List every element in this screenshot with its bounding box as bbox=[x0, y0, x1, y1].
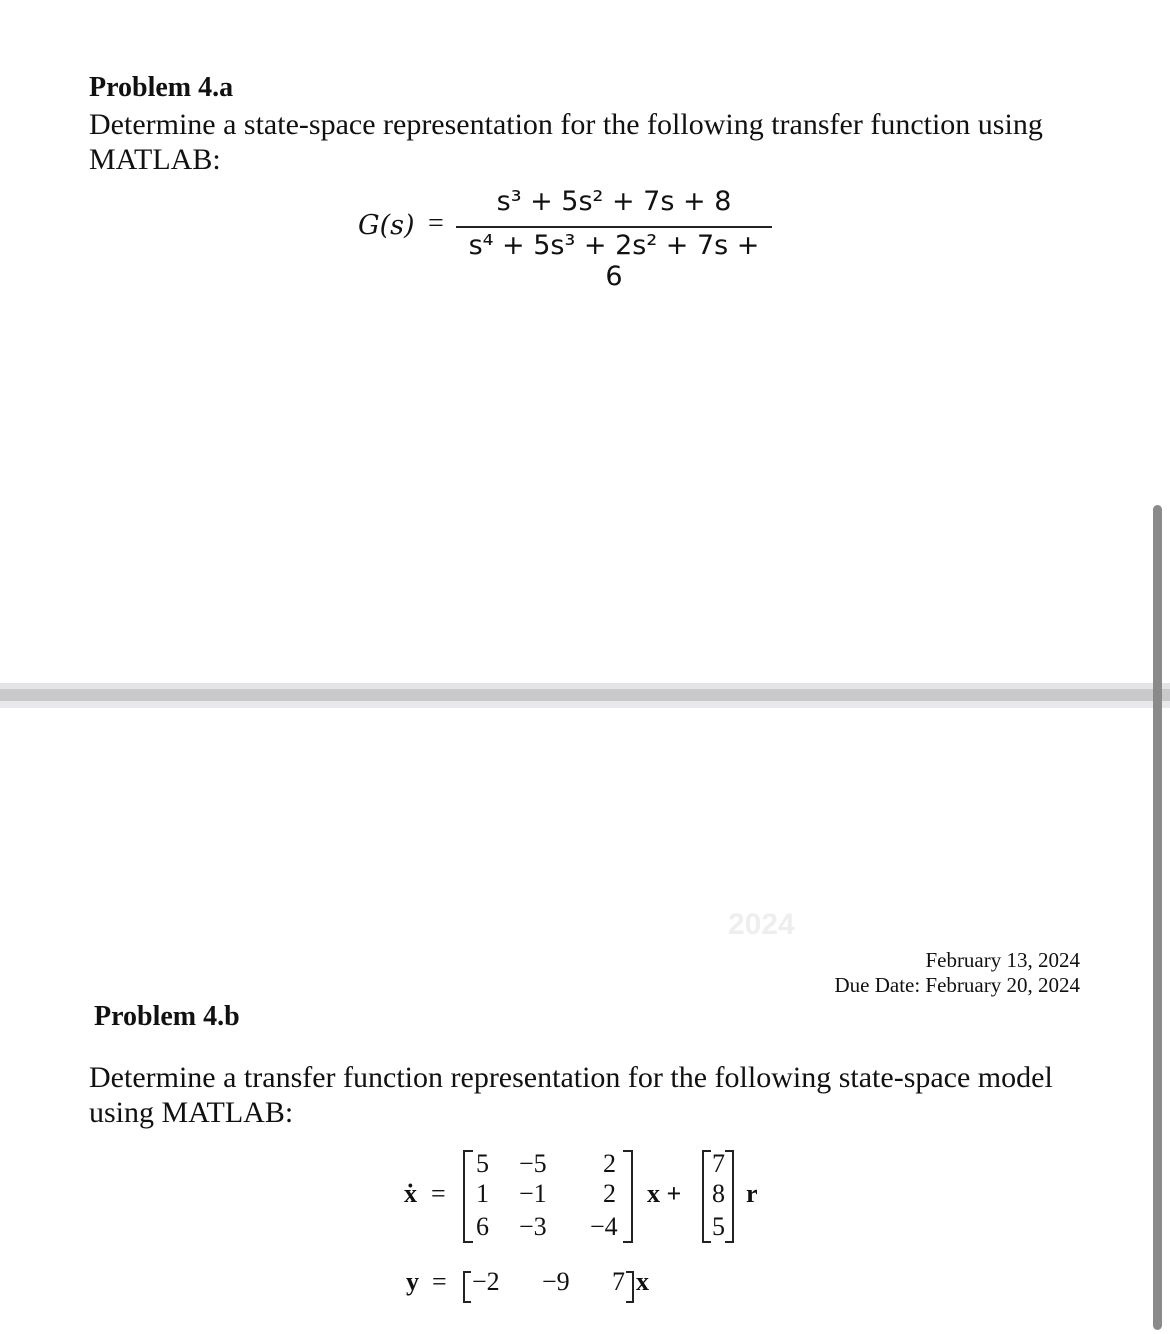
assignment-date: February 13, 2024 bbox=[925, 948, 1080, 972]
matrix-a-left-bracket bbox=[463, 1150, 473, 1243]
problem-a-text-line1: Determine a state-space representation for the following transfer function using bbox=[89, 108, 1043, 141]
due-date: Due Date: February 20, 2024 bbox=[834, 973, 1080, 997]
vector-b-cell: 5 bbox=[712, 1212, 725, 1241]
transfer-function-denominator: s⁴ + 5s³ + 2s² + 7s + 6 bbox=[468, 230, 760, 292]
matrix-a-cell: 1 bbox=[476, 1179, 489, 1208]
problem-a-text-line2: MATLAB: bbox=[89, 143, 221, 176]
problem-a-title: Problem 4.a bbox=[89, 72, 234, 103]
matrix-a-cell: −3 bbox=[519, 1212, 547, 1241]
problem-b-text-line2: using MATLAB: bbox=[89, 1096, 294, 1129]
matrix-a-cell: 5 bbox=[476, 1149, 489, 1178]
vector-b-right-bracket bbox=[725, 1150, 734, 1243]
transfer-function-lhs: G(s) bbox=[358, 210, 415, 241]
output-y: y bbox=[406, 1267, 419, 1296]
transfer-function-numerator: s³ + 5s² + 7s + 8 bbox=[496, 186, 732, 217]
page-break bbox=[0, 689, 1170, 701]
ghost-year-watermark: 2024 bbox=[728, 908, 795, 941]
problem-b-text-line1: Determine a transfer function representation for the following state-space model bbox=[89, 1061, 1053, 1094]
x-suffix: x bbox=[636, 1267, 649, 1296]
problem-b-title: Problem 4.b bbox=[94, 1001, 240, 1032]
matrix-a-right-bracket bbox=[623, 1150, 633, 1243]
x-dot: ẋ bbox=[404, 1179, 417, 1208]
vector-b-cell: 7 bbox=[712, 1149, 725, 1178]
vector-b-left-bracket bbox=[702, 1150, 711, 1243]
input-r: r bbox=[746, 1179, 758, 1208]
fraction-bar bbox=[456, 226, 772, 228]
matrix-a-cell: −5 bbox=[519, 1149, 547, 1178]
output-equation-equals: = bbox=[432, 1267, 447, 1296]
page-break-bottom bbox=[0, 701, 1170, 708]
vector-b-cell: 8 bbox=[712, 1179, 725, 1208]
vertical-scrollbar[interactable] bbox=[1153, 505, 1162, 1330]
transfer-function-equals: = bbox=[428, 208, 444, 239]
matrix-c-cell: −9 bbox=[542, 1267, 570, 1296]
matrix-c-right-bracket bbox=[626, 1271, 634, 1303]
state-equation-equals: = bbox=[431, 1179, 446, 1208]
x-plus: x + bbox=[647, 1179, 682, 1208]
matrix-a-cell: −1 bbox=[519, 1179, 547, 1208]
matrix-c-left-bracket bbox=[463, 1271, 471, 1303]
matrix-c-cell: −2 bbox=[472, 1267, 500, 1296]
matrix-a-cell: −4 bbox=[590, 1212, 618, 1241]
matrix-a-cell: 6 bbox=[476, 1212, 489, 1241]
matrix-a-cell: 2 bbox=[603, 1149, 616, 1178]
matrix-a-cell: 2 bbox=[603, 1179, 616, 1208]
matrix-c-cell: 7 bbox=[612, 1267, 625, 1296]
